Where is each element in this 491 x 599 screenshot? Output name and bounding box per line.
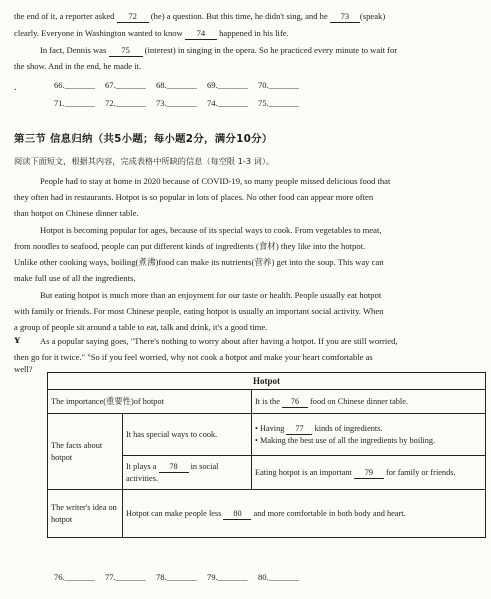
answer-item: 80._______: [258, 572, 299, 582]
answer-number: 68.: [156, 80, 167, 90]
answer-number: 79.: [207, 572, 218, 582]
answer-item: 71._______: [54, 98, 95, 108]
text: happened in his life.: [219, 28, 289, 38]
passage-line: from noodles to seafood, people can put different kinds of ingredients (食材) they like into the hotpot.: [14, 241, 366, 251]
table-row-label: The importance(重要性)of hotpot: [48, 390, 252, 414]
passage-line: Hotpot is becoming popular for ages, because of its special ways to cook. From vegetables to meat,: [40, 225, 382, 235]
info-table: [47, 372, 486, 538]
blank-76: 76: [282, 396, 308, 408]
section-instruction: 阅读下面短文，根据其内容，完成表格中所缺的信息（每空限 1-3 词）。: [14, 156, 275, 166]
passage-line: But eating hotpot is much more than an enjoyment for our taste or health. People usually eat hotpot: [40, 290, 382, 300]
blank-80: 80: [223, 508, 251, 520]
answer-row: [54, 80, 309, 91]
answer-item: 66._______: [54, 80, 95, 90]
text: food on Chinese dinner table.: [310, 396, 408, 406]
text: It plays a: [126, 461, 157, 471]
text: It is the: [255, 396, 280, 406]
table-cell: It has special ways to cook.: [123, 414, 252, 456]
answer-number: 78.: [156, 572, 167, 582]
answer-item: 70._______: [258, 80, 299, 90]
answer-number: 76.: [54, 572, 65, 582]
answer-number: 66.: [54, 80, 65, 90]
text: in social activities.: [126, 461, 219, 484]
answer-item: 72._______: [105, 98, 146, 108]
passage-line: As a popular saying goes, "There's nothing to worry about after having a hotpot. If you are still worried,: [40, 336, 398, 346]
text: and more comfortable in both body and heart.: [253, 508, 406, 518]
passage-line: Unlike other cooking ways, boiling(煮沸)food can make its nutrients(营养) get into the soup. This way can: [14, 257, 384, 267]
answer-item: 79._______: [207, 572, 248, 582]
text: In fact, Dennis was: [40, 45, 107, 55]
passage-line: [40, 45, 485, 57]
passage-line: well?: [14, 364, 33, 374]
table-title: Hotpot: [48, 373, 486, 390]
answer-item: 74._______: [207, 98, 248, 108]
answer-item: 77._______: [105, 572, 146, 582]
text: clearly. Everyone in Washington wanted to know: [14, 28, 183, 38]
answer-item: 69._______: [207, 80, 248, 90]
bullet-item: [255, 423, 482, 435]
blank-77: 77: [286, 423, 312, 435]
answer-item: 75._______: [258, 98, 299, 108]
answer-row: [54, 98, 309, 109]
blank-74: 74: [185, 28, 217, 40]
table-cell: [123, 456, 252, 490]
blank-79: 79: [354, 467, 384, 479]
table-cell: [252, 456, 486, 490]
pen-mark: ʏ: [14, 332, 21, 346]
text: the end of it, a reporter asked: [14, 11, 115, 21]
section-title: 第三节 信息归纳（共5小题；每小题2分，满分10分）: [14, 133, 273, 145]
answer-number: 67.: [105, 80, 116, 90]
passage-line: then go for it twice." "So if you feel worried, why not cook a hotpot and make your heart comfortable as: [14, 352, 373, 362]
passage-line: the show. And in the end, he made it.: [14, 61, 142, 71]
answer-item: 78._______: [156, 572, 197, 582]
blank-78: 78: [159, 461, 189, 473]
text: • Having: [255, 423, 285, 433]
blank-73: 73: [330, 11, 360, 23]
passage-line: a group of people sit around a table to eat, talk and drink, it's a good time.: [14, 322, 268, 332]
passage-line: make full use of all the ingredients.: [14, 273, 136, 283]
table-row-label: The facts about hotpot: [48, 414, 123, 490]
answer-item: 68._______: [156, 80, 197, 90]
text: Eating hotpot is an important: [255, 467, 352, 477]
answer-number: 73.: [156, 98, 167, 108]
answer-number: 72.: [105, 98, 116, 108]
passage-line: they often had in restaurants. Hotpot is so popular in lots of places. No other food can appear more often: [14, 192, 374, 202]
answer-number: 75.: [258, 98, 269, 108]
answer-number: 74.: [207, 98, 218, 108]
blank-75: 75: [109, 45, 143, 57]
text: (he) a question. But this time, he didn't sing, and he: [150, 11, 328, 21]
passage-line: with family or friends. For most Chinese people, eating hotpot is usually an important social activity. When: [14, 306, 384, 316]
passage-line: [14, 28, 485, 40]
text: kinds of ingredients.: [314, 423, 383, 433]
stray-mark: .: [14, 82, 17, 93]
table-cell: [252, 414, 486, 456]
bullet-item: • Making the best use of all the ingredients by boiling.: [255, 436, 436, 446]
answer-number: 69.: [207, 80, 218, 90]
table-row-label: The writer's idea on hotpot: [48, 490, 123, 538]
blank-72: 72: [117, 11, 149, 23]
table-cell: [123, 490, 486, 538]
answer-number: 71.: [54, 98, 65, 108]
answer-item: 73._______: [156, 98, 197, 108]
answer-item: 76._______: [54, 572, 95, 582]
text: (interest) in singing in the opera. So he practiced every minute to wait for: [144, 45, 398, 55]
answer-item: 67._______: [105, 80, 146, 90]
answer-number: 77.: [105, 572, 116, 582]
passage-line: People had to stay at home in 2020 because of COVID-19, so many people missed delicious food that: [40, 176, 391, 186]
answer-row: [54, 572, 309, 583]
answer-number: 70.: [258, 80, 269, 90]
passage-line: than hotpot on Chinese dinner table.: [14, 208, 139, 218]
text: for family or friends.: [385, 467, 456, 477]
answer-number: 80.: [258, 572, 269, 582]
passage-line: [14, 11, 485, 23]
text: Hotpot can make people less: [126, 508, 222, 518]
table-cell: [252, 390, 486, 414]
text: (speak): [359, 11, 386, 21]
